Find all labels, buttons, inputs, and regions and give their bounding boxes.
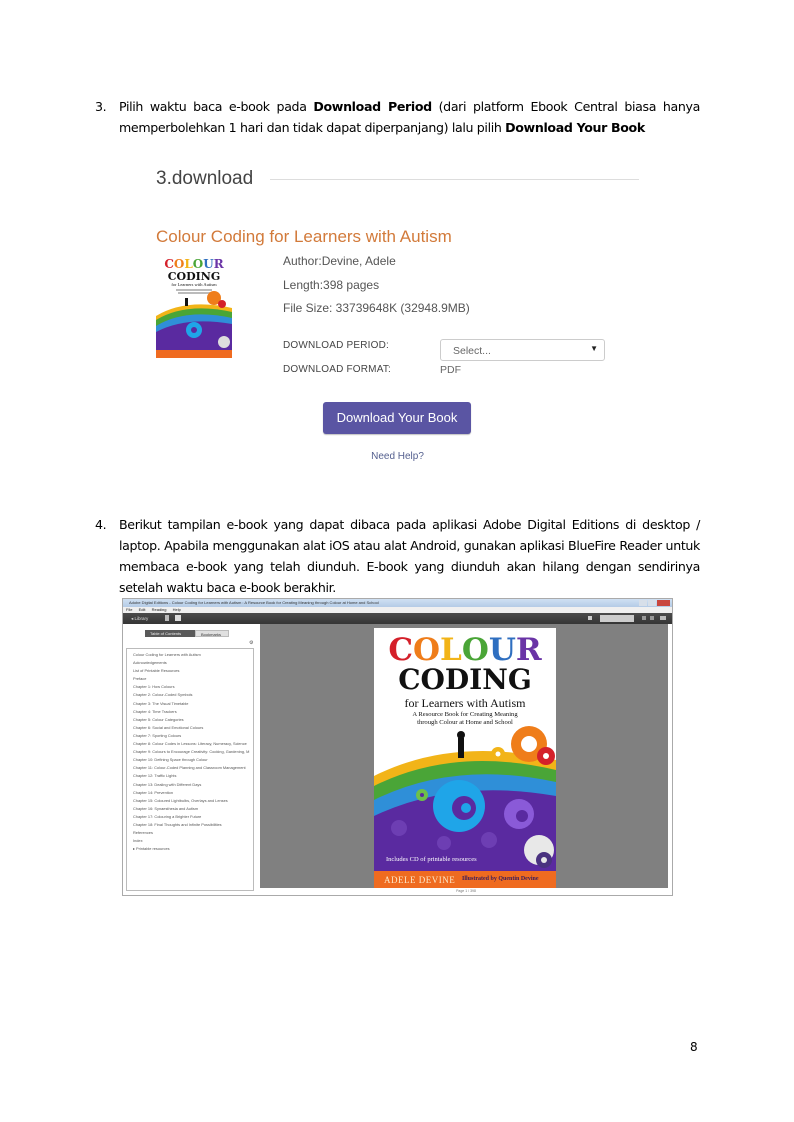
menu-edit[interactable]: Edit: [138, 607, 146, 612]
page-number-input[interactable]: [600, 615, 634, 622]
bold-download-period: Download Period: [313, 99, 432, 114]
sidebar: [123, 624, 260, 895]
cover-title-coding: CODING: [398, 663, 532, 696]
toc-item[interactable]: Chapter 12: Traffic Lights: [133, 773, 177, 779]
tab-table-of-contents[interactable]: Table of Contents: [145, 630, 195, 637]
reading-pane: [260, 624, 668, 888]
tagline-line: through Colour at Home and School: [417, 719, 513, 726]
step-number: 3.: [95, 99, 107, 114]
svg-text:CODING: CODING: [167, 270, 221, 283]
download-format-value: PDF: [440, 364, 461, 376]
text-part: Pilih waktu baca e-book pada: [119, 99, 314, 114]
page-number: 8: [690, 1040, 698, 1054]
letter: O: [413, 632, 441, 668]
cover-author-band: [374, 871, 556, 889]
maximize-button[interactable]: [648, 600, 656, 606]
svg-text:for Learners with Autism: for Learners with Autism: [171, 282, 217, 287]
dropdown-arrow-icon: ▼: [590, 344, 598, 353]
toc-item[interactable]: Chapter 14: Prevention: [133, 789, 174, 795]
menu-help[interactable]: Help: [172, 607, 181, 612]
toc-item[interactable]: Chapter 1: How Colours: [133, 684, 175, 690]
view-toggle-icon[interactable]: [175, 615, 181, 621]
toc-item[interactable]: Chapter 9: Colours to Encourage Creativity: Cooking, Gardening, M: [133, 749, 250, 755]
toc-item[interactable]: Chapter 18: Final Thoughts and Infinite Possibilities: [133, 821, 222, 827]
sidebar-tabs: [145, 630, 229, 637]
book-length: Length:398 pages: [283, 278, 380, 292]
window-title: Adobe Digital Editions - Colour Coding for Learners with Autism : A Resource Book for Creating Meaning through Colour at Home and School: [123, 599, 672, 607]
toc-item[interactable]: List of Printable Resources: [133, 668, 180, 674]
toc-item[interactable]: Chapter 7: Sporting Colours: [133, 732, 182, 738]
comment-icon[interactable]: [660, 616, 666, 620]
toc-item[interactable]: Chapter 17: Colouring a Brighter Future: [133, 813, 202, 819]
toc-item[interactable]: References: [133, 830, 153, 836]
book-title[interactable]: Colour Coding for Learners with Autism: [156, 227, 452, 246]
next-page-icon[interactable]: [650, 616, 654, 620]
tab-bookmarks[interactable]: Bookmarks: [195, 630, 229, 637]
step-number: 4.: [95, 517, 107, 532]
cover-subtitle: for Learners with Autism: [404, 696, 526, 710]
toc-item[interactable]: Chapter 3: The Visual Timetable: [133, 700, 189, 706]
step-3-paragraph: [95, 96, 700, 138]
library-button[interactable]: ◂ Library: [131, 616, 149, 621]
toc-item[interactable]: Preface: [133, 676, 147, 682]
toc-item[interactable]: Chapter 13: Dealing with Different Days: [133, 781, 202, 787]
menu-file[interactable]: File: [126, 607, 133, 612]
reader-toolbar: [123, 613, 672, 624]
step-4-paragraph: [95, 514, 700, 598]
book-file-size: File Size: 33739648K (32948.9MB): [283, 301, 470, 315]
letter: U: [488, 632, 516, 668]
download-format-label: DOWNLOAD FORMAT:: [283, 364, 392, 375]
menu-reading[interactable]: Reading: [151, 607, 167, 612]
cover-illustrator: Illustrated by Quentin Devine: [462, 876, 539, 882]
bookmark-icon[interactable]: [165, 615, 169, 621]
toc-item[interactable]: Chapter 2: Colour-Coded Symbols: [133, 692, 193, 698]
letter: R: [515, 632, 542, 668]
toc-item[interactable]: Chapter 5: Colour Categories: [133, 716, 184, 722]
cover-tagline: [374, 711, 556, 727]
gear-icon[interactable]: ⚙: [249, 640, 254, 646]
toc-item[interactable]: ▸ Printable resources: [133, 846, 170, 852]
select-value: Select...: [453, 345, 491, 357]
toc-item[interactable]: Index: [133, 838, 143, 844]
download-panel-screenshot: [150, 160, 645, 480]
fit-page-icon[interactable]: [588, 616, 592, 620]
download-your-book-button[interactable]: Download Your Book: [323, 402, 471, 434]
bold-download-your-book: Download Your Book: [505, 120, 645, 135]
toc-item[interactable]: Colour Coding for Learners with Autism: [133, 652, 201, 657]
header-divider: [270, 179, 639, 180]
close-button[interactable]: [657, 600, 670, 606]
adobe-digital-editions-screenshot: [122, 598, 673, 896]
page-indicator: Page 1 / 398: [260, 888, 672, 895]
download-period-label: DOWNLOAD PERIOD:: [283, 340, 389, 351]
window-controls: [639, 600, 670, 606]
letter: O: [461, 632, 489, 668]
toc-item[interactable]: Chapter 10: Defining Space through Colour: [133, 757, 208, 763]
toc-item[interactable]: Chapter 11: Colour-Coded Planning and Classroom Management: [133, 765, 246, 771]
step-text: [119, 96, 700, 138]
step-text: Berikut tampilan e-book yang dapat dibaca pada aplikasi Adobe Digital Editions di desktop / laptop. Apabila menggunakan alat iOS atau alat Android, gunakan aplikasi BlueFire Reader untuk membaca e-book yang telah diunduh. E-book yang diunduh akan hilang dengan sendirinya setelah waktu baca e-book berakhir.: [119, 517, 700, 595]
book-cover-thumbnail: [156, 254, 232, 358]
tagline-line: A Resource Book for Creating Meaning: [412, 711, 518, 718]
text-part: (dari platform Ebook Central biasa hanya memperbolehkan 1 hari dan tidak dapat diperpanjang) lalu pilih: [119, 99, 700, 135]
letter: L: [440, 632, 462, 668]
prev-page-icon[interactable]: [642, 616, 646, 620]
panel-header: 3.download: [156, 168, 254, 189]
letter: C: [388, 632, 414, 668]
vertical-scrollbar[interactable]: [668, 624, 672, 895]
toc-item[interactable]: Chapter 6: Social and Emotional Colours: [133, 724, 204, 730]
cover-cd-text: Includes CD of printable resources: [386, 856, 477, 863]
toc-item[interactable]: Chapter 16: Synaesthesia and Autism: [133, 805, 199, 811]
minimize-button[interactable]: [639, 600, 647, 606]
toc-item[interactable]: Chapter 8: Colour Codes in Lessons: Literacy, Numeracy, Science: [133, 741, 247, 747]
table-of-contents-list: [126, 648, 254, 891]
book-cover-page: [374, 628, 556, 889]
cover-author: ADELE DEVINE: [384, 875, 456, 885]
book-author: Author:Devine, Adele: [283, 254, 396, 268]
toc-item[interactable]: Acknowledgements: [133, 660, 167, 666]
toc-item[interactable]: Chapter 15: Coloured Lightbulbs, Overlays and Lenses: [133, 797, 228, 803]
toc-item[interactable]: Chapter 4: Time Trackers: [133, 708, 177, 714]
svg-text:COLOUR: COLOUR: [164, 257, 224, 271]
need-help-link[interactable]: Need Help?: [371, 451, 424, 462]
download-period-select[interactable]: [440, 339, 605, 361]
